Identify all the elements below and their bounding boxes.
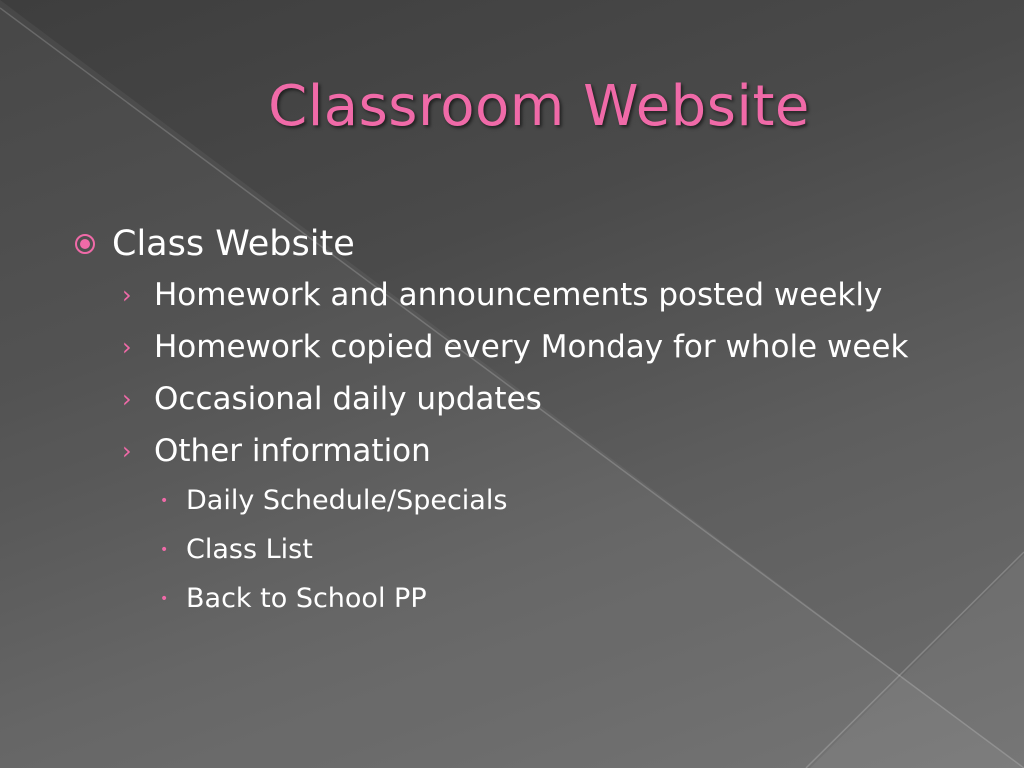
dot-icon: • bbox=[160, 493, 169, 509]
bullet-text: Back to School PP bbox=[186, 583, 427, 614]
bullet-text: Daily Schedule/Specials bbox=[186, 485, 508, 516]
bullet-level3 bbox=[160, 580, 952, 618]
bullet-level3 bbox=[160, 531, 952, 569]
chevron-right-icon: › bbox=[122, 333, 132, 361]
bullet-level2 bbox=[122, 326, 952, 368]
chevron-right-icon: › bbox=[122, 281, 132, 309]
bullet-text: Occasional daily updates bbox=[154, 381, 542, 417]
bullet-text: Class Website bbox=[112, 224, 355, 264]
bullet-text: Class List bbox=[186, 534, 313, 565]
bullet-level2 bbox=[122, 274, 952, 316]
bullet-level2 bbox=[122, 430, 952, 472]
bullet-marker bbox=[72, 222, 112, 266]
bullet-level1 bbox=[72, 222, 952, 266]
bullet-text: Homework copied every Monday for whole week bbox=[154, 329, 909, 365]
dot-icon: • bbox=[160, 591, 169, 607]
slide-title: Classroom Website bbox=[268, 74, 810, 139]
bullet-text: Homework and announcements posted weekly bbox=[154, 277, 883, 313]
target-icon bbox=[74, 233, 96, 255]
chevron-right-icon: › bbox=[122, 385, 132, 413]
slide-body bbox=[72, 222, 952, 629]
bullet-text: Other information bbox=[154, 433, 431, 469]
chevron-right-icon: › bbox=[122, 437, 132, 465]
bullet-level2 bbox=[122, 378, 952, 420]
dot-icon: • bbox=[160, 542, 169, 558]
bullet-level3 bbox=[160, 482, 952, 520]
